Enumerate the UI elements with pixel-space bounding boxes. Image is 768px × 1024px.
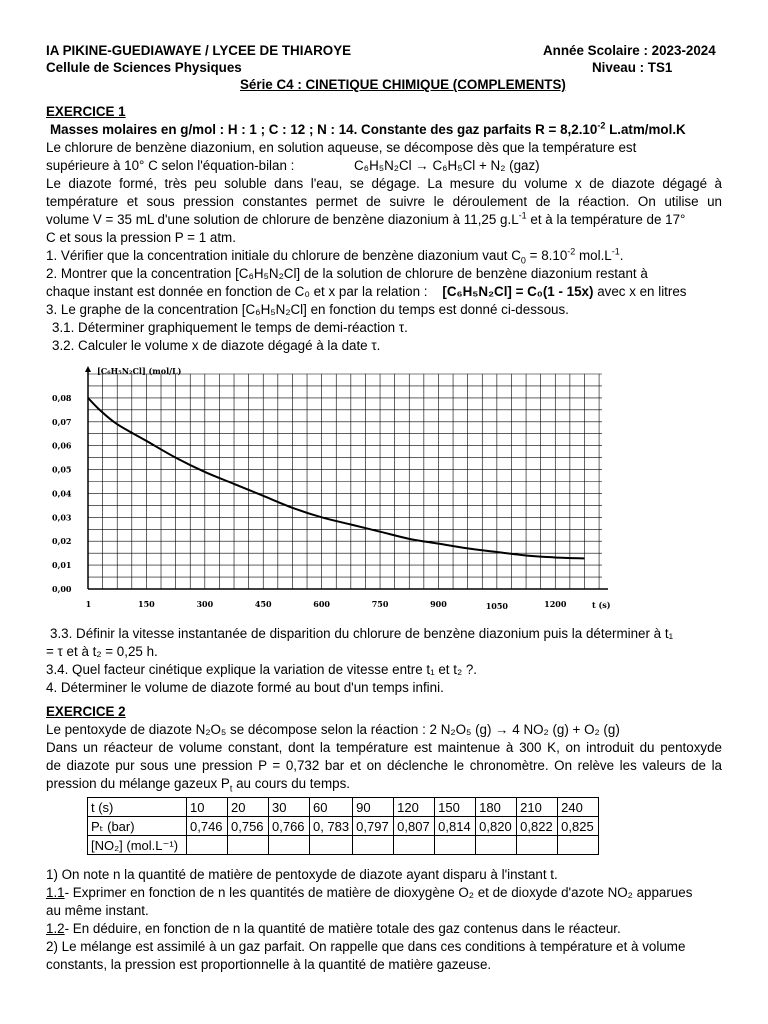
table-cell: 10 <box>187 798 228 817</box>
y-tick-label: 0,07 <box>52 416 72 427</box>
y-tick-label: 0,08 <box>52 392 72 403</box>
ex1-line-5: température et sous pression constantes permet de suivre le déroulement de la réaction. On utilise un <box>46 194 722 209</box>
table-cell-empty <box>228 836 269 855</box>
x-tick-label: 300 <box>196 599 214 609</box>
ex2-line-3: de diazote pur sous une pression P = 0,732 bar et on déclenche le chronomètre. On relève les valeurs de la <box>46 758 722 773</box>
table-cell-empty <box>310 836 353 855</box>
ex1-equation: C₆H₅N₂Cl → C₆H₅Cl + N₂ (gaz) <box>354 158 540 173</box>
chart-grid <box>88 374 602 589</box>
ex1-question-3: 3. Le graphe de la concentration [C₆H₅N₂Cl] en fonction du temps est donné ci-dessous. <box>46 302 569 317</box>
y-tick-labels <box>52 393 72 594</box>
table-cell: 0,807 <box>394 817 435 836</box>
ex1-line-3: supérieure à 10° C selon l'équation-bilan : <box>46 158 295 173</box>
table-cell: 0,756 <box>228 817 269 836</box>
table-cell: 180 <box>476 798 517 817</box>
table-cell-empty <box>435 836 476 855</box>
ex2-question-1-1: 1.1- Exprimer en fonction de n les quantités de matière de dioxygène O₂ et de dioxyde d'azote NO₂ apparues <box>46 885 693 900</box>
table-cell: 0,766 <box>269 817 310 836</box>
series-title: Série C4 : CINETIQUE CHIMIQUE (COMPLEMENTS) <box>240 77 566 92</box>
ex1-line-7: C et sous la pression P = 1 atm. <box>46 230 236 245</box>
ex1-question-4: 4. Déterminer le volume de diazote formé au bout d'un temps infini. <box>46 680 444 695</box>
x-axis-label: t (s) <box>592 600 611 610</box>
table-row-time <box>88 798 599 817</box>
ex1-line-2: Le chlorure de benzène diazonium, en solution aqueuse, se décompose dès que la température est <box>46 140 637 155</box>
table-cell-empty <box>517 836 558 855</box>
table-cell: 210 <box>517 798 558 817</box>
table-cell-empty <box>558 836 599 855</box>
pressure-table <box>87 797 599 855</box>
table-cell: 0,822 <box>517 817 558 836</box>
school-name: IA PIKINE-GUEDIAWAYE / LYCEE DE THIAROYE <box>46 43 352 58</box>
department-name: Cellule de Sciences Physiques <box>46 60 242 75</box>
ex1-question-2: 2. Montrer que la concentration [C₆H₅N₂Cl] de la solution de chlorure de benzène diazonium restant à <box>46 266 648 281</box>
ex2-question-2-cont: constants, la pression est proportionnelle à la quantité de matière gazeuse. <box>46 957 492 972</box>
table-row-no2 <box>88 836 599 855</box>
y-axis-arrow <box>85 366 91 372</box>
x-tick-label: 450 <box>254 599 272 609</box>
ex1-question-3-3-cont: = τ et à t₂ = 0,25 h. <box>46 644 158 659</box>
table-cell: 0,820 <box>476 817 517 836</box>
ex2-question-2: 2) Le mélange est assimilé à un gaz parfait. On rappelle que dans ces conditions à température et à volume <box>46 939 686 954</box>
y-tick-label: 0,05 <box>52 464 72 475</box>
table-cell: 90 <box>353 798 394 817</box>
x-tick-label: 1 <box>85 599 92 609</box>
ex1-question-2-relation: chaque instant est donnée en fonction de C₀ et x par la relation : [C₆H₅N₂Cl] = C₀(1 - 15x) avec x en litres <box>46 284 687 299</box>
ex2-question-1-2: 1.2- En déduire, en fonction de n la quantité de matière totale des gaz contenus dans le réacteur. <box>46 921 621 936</box>
table-cell-empty <box>476 836 517 855</box>
y-tick-label: 0,04 <box>52 488 72 499</box>
table-cell: 0,746 <box>187 817 228 836</box>
ex1-line-4: Le diazote formé, très peu soluble dans l'eau, se dégage. La mesure du volume x de diazote dégagé à <box>46 176 722 191</box>
y-axis-label: [C₆H₅N₂Cl] (mol/L) <box>97 366 182 376</box>
table-cell: 60 <box>310 798 353 817</box>
exercise-2-heading: EXERCICE 2 <box>46 704 126 719</box>
table-row-pressure <box>88 817 599 836</box>
row-label: Pₜ (bar) <box>88 817 187 836</box>
ex1-molar-masses: Masses molaires en g/mol : H : 1 ; C : 12 ; N : 14. Constante des gaz parfaits $R = 8,2.10^{-2}$ L.atm/mol.K <box>50 120 686 137</box>
table-cell-empty <box>187 836 228 855</box>
x-tick-label: 900 <box>430 599 447 609</box>
y-tick-label: 0,00 <box>52 584 72 594</box>
x-tick-label: 150 <box>138 599 155 609</box>
row-label: [NO₂] (mol.L⁻¹) <box>88 836 187 855</box>
y-tick-label: 0,06 <box>52 440 72 451</box>
table-cell: 0, 783 <box>310 817 353 836</box>
table-cell-empty <box>269 836 310 855</box>
table-cell: 0,797 <box>353 817 394 836</box>
x-tick-label: 750 <box>371 599 389 609</box>
ex1-question-3-1: 3.1. Déterminer graphiquement le temps de demi-réaction τ. <box>52 320 408 335</box>
row-label: t (s) <box>88 798 187 817</box>
ex2-question-1-1-cont: au même instant. <box>46 903 149 918</box>
ex2-line-4: pression du mélange gazeux $P_t$ au cours du temps. <box>46 776 350 794</box>
x-tick-label: 600 <box>313 599 330 609</box>
ex2-question-1: 1) On note n la quantité de matière de pentoxyde de diazote ayant disparu à l'instant t. <box>46 867 558 882</box>
table-cell: 120 <box>394 798 435 817</box>
y-tick-label: 0,03 <box>52 512 72 523</box>
table-cell-empty <box>353 836 394 855</box>
exercise-1-heading: EXERCICE 1 <box>46 104 126 119</box>
ex1-question-1: 1. Vérifier que la concentration initiale du chlorure de benzène diazonium vaut $C_0 = 8.10^{-2}$ $mol.L^{-1}$. <box>46 246 624 266</box>
table-cell: 0,814 <box>435 817 476 836</box>
table-cell: 0,825 <box>558 817 599 836</box>
ex1-question-3-4: 3.4. Quel facteur cinétique explique la variation de vitesse entre t₁ et t₂ ?. <box>46 662 478 677</box>
x-tick-labels <box>86 599 567 611</box>
ex1-line-6: volume V = 35 mL d'une solution de chlorure de benzène diazonium à 11,25 $g.L^{-1}$ et à la température de 17° <box>46 210 686 227</box>
concentration-time-chart <box>30 360 620 615</box>
ex2-line-1: Le pentoxyde de diazote N₂O₅ se décompose selon la réaction : 2 N₂O₅ (g) → 4 NO₂ (g) + O₂ (g) <box>46 722 620 737</box>
table-cell-empty <box>394 836 435 855</box>
table-cell: 20 <box>228 798 269 817</box>
table-cell: 150 <box>435 798 476 817</box>
level: Niveau : TS1 <box>592 60 673 75</box>
school-year: Année Scolaire : 2023-2024 <box>543 43 716 58</box>
x-tick-label: 1050 <box>485 601 508 611</box>
table-cell: 240 <box>558 798 599 817</box>
x-tick-label: 1200 <box>544 599 567 609</box>
ex1-question-3-3: 3.3. Définir la vitesse instantanée de disparition du chlorure de benzène diazonium puis la déterminer à t₁ <box>50 626 674 641</box>
ex2-line-2: Dans un réacteur de volume constant, dont la température est maintenue à 300 K, on introduit du pentoxyde <box>46 740 722 755</box>
table-cell: 30 <box>269 798 310 817</box>
ex1-question-3-2: 3.2. Calculer le volume x de diazote dégagé à la date τ. <box>52 338 381 353</box>
y-tick-label: 0,02 <box>52 536 72 547</box>
y-tick-label: 0,01 <box>52 560 72 571</box>
